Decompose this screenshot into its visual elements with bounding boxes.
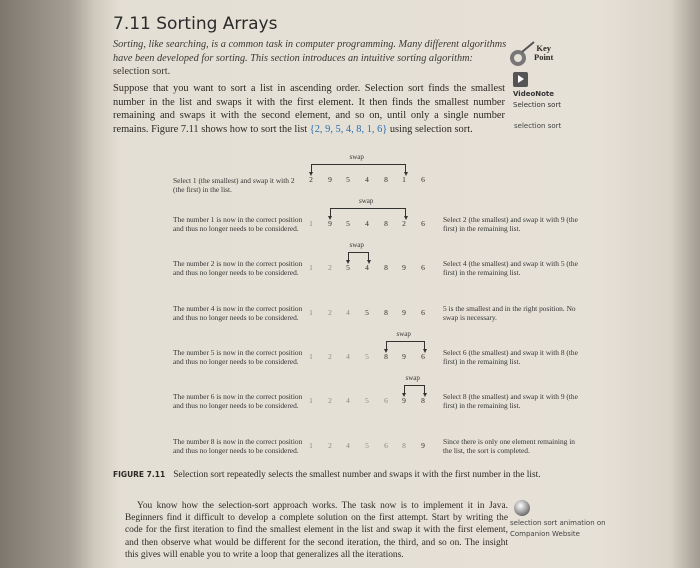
array-element: 8 (384, 308, 388, 317)
array-element: 4 (346, 396, 350, 405)
array-element: 6 (421, 219, 425, 228)
array-element: 2 (328, 396, 332, 405)
array-element: 4 (365, 175, 369, 184)
step-action: Select 4 (the smallest) and swap it with 5 (the first) in the remaining list. (443, 259, 578, 278)
step-action: Select 2 (the smallest) and swap it with 9 (the first) in the remaining list. (443, 215, 578, 234)
array-element: 5 (346, 263, 350, 272)
step-description: The number 4 is now in the correct position and thus no longer needs to be considered. (173, 304, 303, 323)
array-element: 2 (402, 219, 406, 228)
video-note[interactable] (513, 72, 583, 109)
para1-text: Suppose that you want to sort a list in ascending order. Selection sort finds the smallest number in the list and swaps it with the first element. It then finds the smallest number remaining and swaps it with the second element, and so on, until only a single number remains. Figure 7.11 shows how to sort the list (113, 83, 505, 135)
array-element: 1 (309, 396, 313, 405)
array-element: 2 (328, 441, 332, 450)
swap-arrow (404, 385, 425, 394)
array-element: 2 (309, 175, 313, 184)
array-element: 4 (346, 441, 350, 450)
array-element: 1 (402, 175, 406, 184)
array-element: 5 (365, 308, 369, 317)
array-element: 4 (365, 263, 369, 272)
step-action: Select 6 (the smallest) and swap it with 8 (the first) in the remaining list. (443, 348, 578, 367)
array-element: 4 (365, 219, 369, 228)
array-element: 9 (402, 308, 406, 317)
intro-text (113, 38, 508, 79)
swap-arrow (348, 252, 369, 261)
array-element: 4 (346, 352, 350, 361)
array-element: 5 (365, 396, 369, 405)
caption-text: Selection sort repeatedly selects the smallest number and swaps it with the first number in the list. (173, 470, 541, 480)
swap-label: swap (359, 197, 374, 205)
array-element: 2 (328, 352, 332, 361)
video-note-label: VideoNote (513, 90, 555, 98)
swap-arrow (311, 164, 406, 173)
array-element: 9 (402, 352, 406, 361)
array-element: 6 (421, 175, 425, 184)
swap-label: swap (396, 330, 411, 338)
array-element: 6 (384, 396, 388, 405)
array-element: 9 (328, 219, 332, 228)
caption-label: FIGURE 7.11 (113, 470, 166, 479)
array-element: 9 (402, 263, 406, 272)
swap-label: swap (349, 153, 364, 161)
step-description: The number 6 is now in the correct position and thus no longer needs to be considered. (173, 392, 303, 411)
array-element: 5 (365, 441, 369, 450)
array-element: 1 (309, 263, 313, 272)
swap-arrow (330, 208, 406, 217)
para1-text-end: using selection sort. (387, 123, 473, 135)
array-element: 8 (384, 352, 388, 361)
array-element: 2 (328, 308, 332, 317)
array-element: 5 (346, 175, 350, 184)
key-point-badge (508, 40, 558, 70)
video-note-title[interactable]: Selection sort (513, 101, 562, 109)
swap-arrow (386, 341, 425, 350)
array-element: 6 (421, 263, 425, 272)
intro-term: selection sort. (113, 66, 171, 77)
array-element: 5 (365, 352, 369, 361)
step-action: 5 is the smallest and in the right position. No swap is necessary. (443, 304, 576, 323)
array-element: 1 (309, 308, 313, 317)
array-element: 9 (402, 396, 406, 405)
array-element: 1 (309, 352, 313, 361)
array-element: 8 (384, 175, 388, 184)
paragraph-2: You know how the selection-sort approach works. The task now is to implement it in Java. Beginners find it difficult to develop a complete solution on the first attempt. Start by writing the code for the first iteration to find the smallest element in the list and swap it with the first element, and then observe what would be different for the second iteration, the third, and so on. The insight this gives will enable you to write a loop that generalizes all the iterations. (125, 501, 508, 560)
step-description: Select 1 (the smallest) and swap it with 2 (the first) in the list. (173, 176, 295, 195)
array-element: 1 (309, 441, 313, 450)
array-element: 1 (309, 219, 313, 228)
paragraph-1 (113, 82, 505, 136)
intro-italic: Sorting, like searching, is a common task in computer programming. Many different algorithms have been developed for sorting. This section introduces an intuitive sorting algorithm: (113, 39, 507, 64)
array-element: 6 (384, 441, 388, 450)
array-element: 8 (384, 219, 388, 228)
swap-label: swap (349, 241, 364, 249)
array-element: 5 (346, 219, 350, 228)
step-action: Select 8 (the smallest) and swap it with 9 (the first) in the remaining list. (443, 392, 578, 411)
array-element: 4 (346, 308, 350, 317)
step-description: The number 1 is now in the correct position and thus no longer needs to be considered. (173, 215, 303, 234)
step-action: Since there is only one element remaining in the list, the sort is completed. (443, 437, 575, 456)
array-element: 2 (328, 263, 332, 272)
step-description: The number 5 is now in the correct position and thus no longer needs to be considered. (173, 348, 303, 367)
swap-label: swap (405, 374, 420, 382)
step-description: The number 8 is now in the correct position and thus no longer needs to be considered. (173, 437, 303, 456)
array-element: 6 (421, 352, 425, 361)
array-element: 9 (421, 441, 425, 450)
margin-term: selection sort (514, 122, 562, 130)
animation-note[interactable]: selection sort animation on Companion Website (510, 519, 606, 538)
globe-icon (514, 500, 530, 516)
array-element: 8 (402, 441, 406, 450)
array-element: 6 (421, 308, 425, 317)
figure-caption (113, 470, 541, 480)
key-point-line2: Point (534, 52, 554, 62)
array-element: 8 (421, 396, 425, 405)
array-element: 9 (328, 175, 332, 184)
section-title: 7.11 Sorting Arrays (113, 14, 278, 34)
play-icon[interactable] (513, 72, 528, 87)
array-element: 8 (384, 263, 388, 272)
key-point-line1: Key (536, 43, 551, 53)
step-description: The number 2 is now in the correct position and thus no longer needs to be considered. (173, 259, 303, 278)
list-literal: {2, 9, 5, 4, 8, 1, 6} (309, 123, 388, 135)
key-icon (508, 40, 536, 68)
